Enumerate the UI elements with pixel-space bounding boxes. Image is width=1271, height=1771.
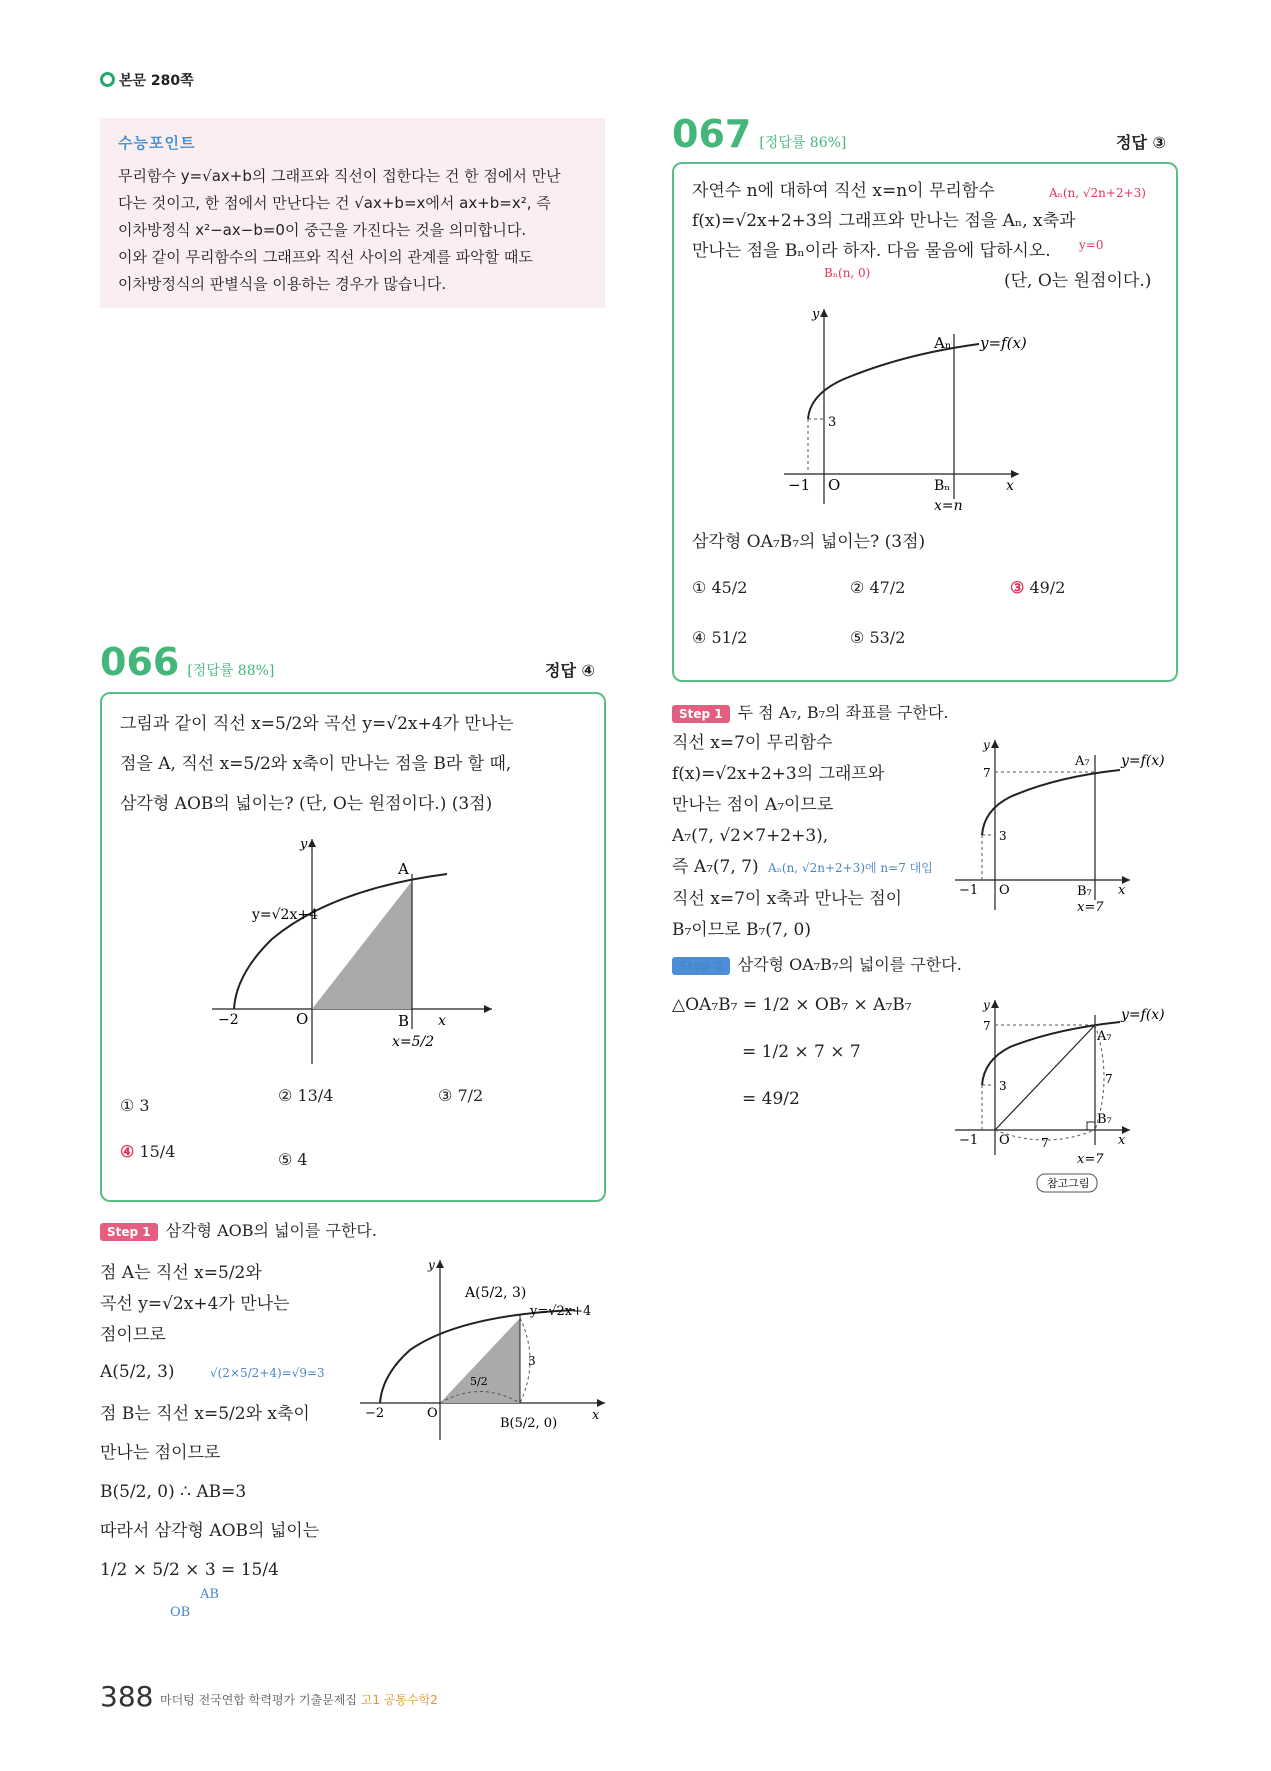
point-line: 이차방정식의 판별식을 이용하는 경우가 많습니다. <box>118 275 447 293</box>
note-an: Aₙ(n, √2n+2+3) <box>1049 186 1146 200</box>
solution-line: 만나는 점이므로 <box>100 1443 221 1463</box>
answer-label: 정답 ④ <box>545 661 596 680</box>
solution-note: AB <box>200 1587 219 1602</box>
x-neg-label: −1 <box>788 476 811 494</box>
y-axis-arrow-icon <box>991 740 999 748</box>
q066-box <box>100 692 606 1202</box>
sub-question: 삼각형 OA₇B₇의 넓이는? (3점) <box>692 532 926 552</box>
note-bn: Bₙ(n, 0) <box>824 266 871 280</box>
solution-line: = 49/2 <box>742 1089 800 1109</box>
question-line: f(x)=√2x+2+3의 그래프와 만나는 점을 Aₙ, x축과 <box>692 211 1076 231</box>
point-a-label: A(5/2, 3) <box>465 1285 527 1301</box>
answer-label: 정답 ③ <box>1116 133 1167 152</box>
solution-line: A₇(7, √2×7+2+3), <box>672 826 829 846</box>
x-label: x <box>1118 883 1126 898</box>
choice-1[interactable]: ① 45/2 <box>692 578 748 597</box>
choice-5-value: 53/2 <box>869 628 906 647</box>
origin-label: O <box>427 1406 438 1421</box>
y-label: y <box>983 738 990 752</box>
x-neg-label: −1 <box>959 883 979 898</box>
seven-label: 7 <box>983 766 991 780</box>
line-label: x=7 <box>1077 900 1104 915</box>
point-a-label: A₇ <box>1097 1029 1112 1044</box>
accuracy-rate: [정답률 88%] <box>187 663 275 679</box>
step-badge: Step 1 <box>100 1223 158 1241</box>
point-b-label: B₇ <box>1097 1112 1112 1127</box>
y-axis-arrow-icon <box>436 1260 444 1268</box>
choice-4[interactable]: ④ 51/2 <box>692 628 748 647</box>
step-badge: Step 2 <box>672 957 730 975</box>
choice-1-value: 45/2 <box>711 578 748 597</box>
x-label: x <box>1118 1133 1126 1148</box>
q066-solution <box>100 1258 325 1622</box>
choice-5[interactable]: ⑤ 4 <box>278 1150 308 1169</box>
choice-3-value: 7/2 <box>457 1086 484 1105</box>
three-label: 3 <box>828 415 837 430</box>
origin-label: O <box>999 1133 1010 1148</box>
point-title: 수능포인트 <box>118 134 196 152</box>
choice-2[interactable]: ② 13/4 <box>278 1086 334 1105</box>
seven-label: 7 <box>1105 1072 1113 1086</box>
curve-label: y=f(x) <box>1121 1007 1165 1023</box>
line-label: x=5/2 <box>392 1034 435 1050</box>
curve-label: y=f(x) <box>980 334 1027 352</box>
choice-3[interactable] <box>1010 578 1065 597</box>
step-title: 삼각형 OA₇B₇의 넓이를 구한다. <box>737 955 962 974</box>
point-a-label: A <box>398 860 409 878</box>
point-line: 이차방정식 x²−ax−b=0이 중근을 가진다는 것을 의미합니다. <box>118 221 527 239</box>
y-label: y <box>428 1258 435 1272</box>
footer-subtitle: 고1 공통수학2 <box>360 1693 438 1707</box>
triangle-aob <box>440 1318 520 1403</box>
choice-2-value: 47/2 <box>869 578 906 597</box>
solution-line: 점 B는 직선 x=5/2와 x축이 <box>100 1404 310 1424</box>
choice-5[interactable]: ⑤ 53/2 <box>850 628 906 647</box>
q067-graph <box>784 304 1044 514</box>
question-number: 066 <box>100 640 180 684</box>
x-neg-label: −2 <box>365 1406 385 1421</box>
three-label: 3 <box>999 1079 1007 1093</box>
solution-note: √(2×5/2+4)=√9=3 <box>209 1366 325 1380</box>
origin-label: O <box>828 476 841 494</box>
length-label: 3 <box>528 1354 536 1368</box>
x-axis-arrow-icon <box>597 1399 605 1407</box>
point-an-label: Aₙ <box>934 334 952 352</box>
solution-line: = 1/2 × 7 × 7 <box>742 1042 861 1062</box>
solution-line: 곡선 y=√2x+4가 만나는 <box>100 1294 290 1314</box>
solution-note: Aₙ(n, √2n+2+3)에 n=7 대입 <box>768 861 933 875</box>
note-y0: y=0 <box>1079 238 1104 252</box>
step-badge: Step 1 <box>672 705 730 723</box>
point-a-label: A₇ <box>1075 754 1090 769</box>
page-number: 388 <box>100 1680 154 1713</box>
point-line: 무리함수 y=√ax+b의 그래프와 직선이 접한다는 건 한 점에서 만난 <box>118 167 561 185</box>
circle-icon <box>100 72 115 87</box>
section-reference: 본문 280쪽 <box>100 70 194 90</box>
choice-4-value: 51/2 <box>711 628 748 647</box>
curve-label: y=√2x+4 <box>252 907 319 923</box>
q067-step2-header <box>672 952 962 975</box>
curve-label: y=f(x) <box>1121 753 1165 769</box>
x-neg-label: −2 <box>218 1012 239 1028</box>
y-label: y <box>983 998 990 1012</box>
accuracy-rate: [정답률 86%] <box>759 135 847 151</box>
exam-point-box <box>100 118 605 308</box>
origin-label: O <box>999 883 1010 898</box>
q066-step1-graph <box>360 1255 610 1445</box>
solution-line: B(5/2, 0) ∴ AB=3 <box>100 1482 247 1502</box>
curve <box>808 344 979 419</box>
curve <box>982 770 1120 835</box>
solution-line: 직선 x=7이 무리함수 <box>672 733 833 753</box>
y-label: y <box>300 837 308 852</box>
solution-line: 점 A는 직선 x=5/2와 <box>100 1263 262 1283</box>
x-label: x <box>592 1408 600 1423</box>
question-line: 만나는 점을 Bₙ이라 하자. 다음 물음에 답하시오. <box>692 241 1051 261</box>
solution-line: 따라서 삼각형 AOB의 넓이는 <box>100 1521 320 1541</box>
solution-line: 1/2 × 5/2 × 3 = 15/4 <box>100 1560 279 1580</box>
solution-line: 즉 A₇(7, 7) Aₙ(n, √2n+2+3)에 n=7 대입 <box>672 857 933 877</box>
q067-box <box>672 162 1178 682</box>
question-number: 067 <box>672 112 752 156</box>
line-label: x=n <box>934 498 963 514</box>
solution-line: 직선 x=7이 x축과 만나는 점이 <box>672 889 903 909</box>
check-mark-icon: ④ <box>120 1142 135 1161</box>
seven-label: 7 <box>983 1019 991 1033</box>
question-line: (단, O는 원점이다.) <box>1004 271 1152 291</box>
point-b-label: B₇ <box>1077 884 1092 899</box>
segment-oa <box>995 1025 1095 1130</box>
step-title: 두 점 A₇, B₇의 좌표를 구한다. <box>737 703 949 722</box>
reference-tag: 참고그림 <box>1047 1177 1090 1190</box>
q067-step2-solution <box>672 990 912 1115</box>
q067-step1-graph <box>955 735 1180 915</box>
y-axis-arrow-icon <box>991 1000 999 1008</box>
step-title: 삼각형 AOB의 넓이를 구한다. <box>165 1221 377 1240</box>
origin-label: O <box>296 1010 309 1028</box>
x-label: x <box>438 1013 446 1029</box>
point-line: 다는 것이고, 한 점에서 만난다는 건 √ax+b=x에서 ax+b=x², 즉 <box>118 194 551 212</box>
footer-title: 마더텅 전국연합 학력평가 기출문제집 고1 공통수학2 <box>160 1693 438 1707</box>
choice-1[interactable]: ① 3 <box>120 1096 150 1115</box>
solution-line: A(5/2, 3) √(2×5/2+4)=√9=3 <box>100 1362 325 1382</box>
choice-3-value: 49/2 <box>1029 578 1066 597</box>
point-b-label: B <box>398 1012 410 1030</box>
choice-4-value: 15/4 <box>139 1142 176 1161</box>
q067-step2-graph <box>955 995 1180 1195</box>
x-label: x <box>1006 478 1014 494</box>
x-neg-label: −1 <box>959 1133 979 1148</box>
q067-header <box>672 112 846 156</box>
y-label: y <box>812 307 820 322</box>
q066-step1-header <box>100 1218 377 1241</box>
x-axis-arrow-icon <box>484 1005 492 1013</box>
x-axis-arrow-icon <box>1011 470 1019 478</box>
solution-line: △OA₇B₇ = 1/2 × OB₇ × A₇B₇ <box>672 995 912 1015</box>
y-axis-arrow-icon <box>308 839 316 847</box>
question-line: 삼각형 AOB의 넓이는? (단, O는 원점이다.) (3점) <box>120 794 493 814</box>
solution-line: 점이므로 <box>100 1325 166 1345</box>
curve-label: y=√2x+4 <box>530 1304 592 1319</box>
q067-step1-header <box>672 700 949 723</box>
q066-header <box>100 640 274 684</box>
choice-2[interactable]: ② 47/2 <box>850 578 906 597</box>
check-mark-icon: ③ <box>1010 578 1025 597</box>
right-angle-mark <box>1087 1122 1095 1130</box>
q067-step1-solution <box>672 728 933 946</box>
line-label: x=7 <box>1077 1152 1104 1167</box>
choice-2-value: 13/4 <box>297 1086 334 1105</box>
triangle-aob <box>312 881 412 1009</box>
seven-label: 7 <box>1041 1136 1049 1150</box>
q066-graph <box>212 834 502 1074</box>
point-b-label: B(5/2, 0) <box>500 1416 558 1431</box>
three-label: 3 <box>999 829 1007 843</box>
solution-line: 만나는 점이 A₇이므로 <box>672 795 834 815</box>
length-label: 5/2 <box>470 1375 488 1388</box>
choice-4[interactable] <box>120 1142 175 1161</box>
question-line: 그림과 같이 직선 x=5/2와 곡선 y=√2x+4가 만나는 <box>120 714 514 734</box>
question-line: 자연수 n에 대하여 직선 x=n이 무리함수 <box>692 181 995 201</box>
solution-note: OB <box>170 1605 191 1620</box>
question-line: 점을 A, 직선 x=5/2와 x축이 만나는 점을 B라 할 때, <box>120 754 512 774</box>
solution-line: B₇이므로 B₇(7, 0) <box>672 920 811 940</box>
y-axis-arrow-icon <box>820 309 828 317</box>
point-line: 이와 같이 무리함수의 그래프와 직선 사이의 관계를 파악할 때도 <box>118 248 533 266</box>
solution-line: f(x)=√2x+2+3의 그래프와 <box>672 764 885 784</box>
choice-3[interactable]: ③ 7/2 <box>438 1086 484 1105</box>
point-bn-label: Bₙ <box>934 478 951 494</box>
